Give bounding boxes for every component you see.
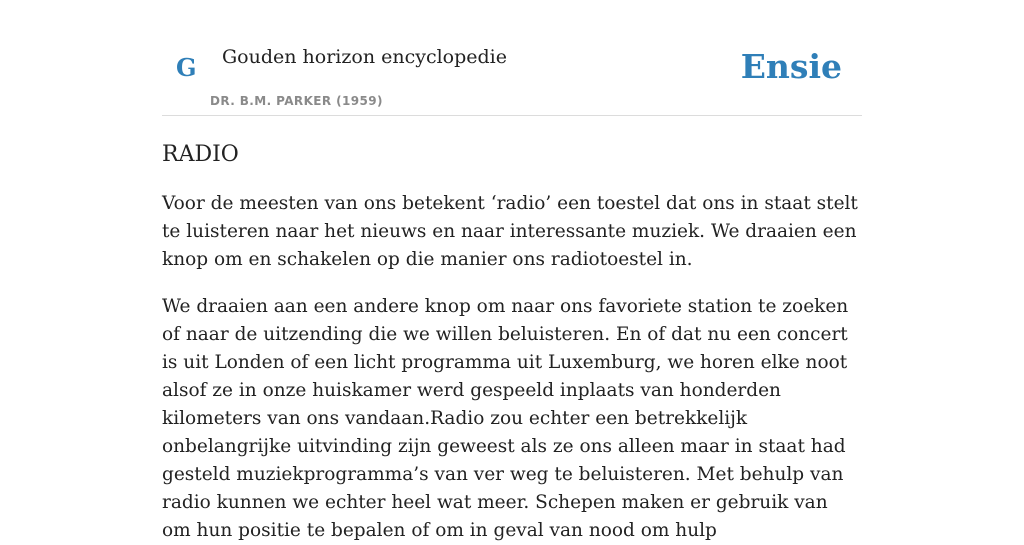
page <box>162 0 862 542</box>
article-body <box>162 190 862 545</box>
source-logo[interactable]: G <box>176 53 197 82</box>
source-title[interactable]: Gouden horizon encyclopedie <box>222 46 507 68</box>
ensie-logo[interactable]: Ensie <box>740 47 842 86</box>
source-header <box>162 0 862 116</box>
source-author: DR. B.M. PARKER (1959) <box>210 94 383 108</box>
article-paragraph: We draaien aan een andere knop om naar ons favoriete station te zoeken of naar de uitzending die we willen beluisteren. En of dat nu een concert is uit Londen of een licht programma uit Luxemburg, we horen elke noot alsof ze in onze huiskamer werd gespeeld inplaats van honderden kilometers van ons vandaan.Radio zou echter een betrekkelijk onbelangrijke uitvinding zijn geweest als ze ons alleen maar in staat had gesteld muziekprogramma’s van ver weg te beluisteren. Met behulp van radio kunnen we echter heel wat meer. Schepen maken er gebruik van om hun positie te bepalen of om in geval van nood om hulp <box>162 296 849 542</box>
article-paragraph: Voor de meesten van ons betekent ‘radio’ een toestel dat ons in staat stelt te luisteren naar het nieuws en naar interessante muziek. We draaien een knop om en schakelen op die manier ons radiotoestel in. <box>162 193 858 271</box>
article-title: RADIO <box>162 142 239 167</box>
